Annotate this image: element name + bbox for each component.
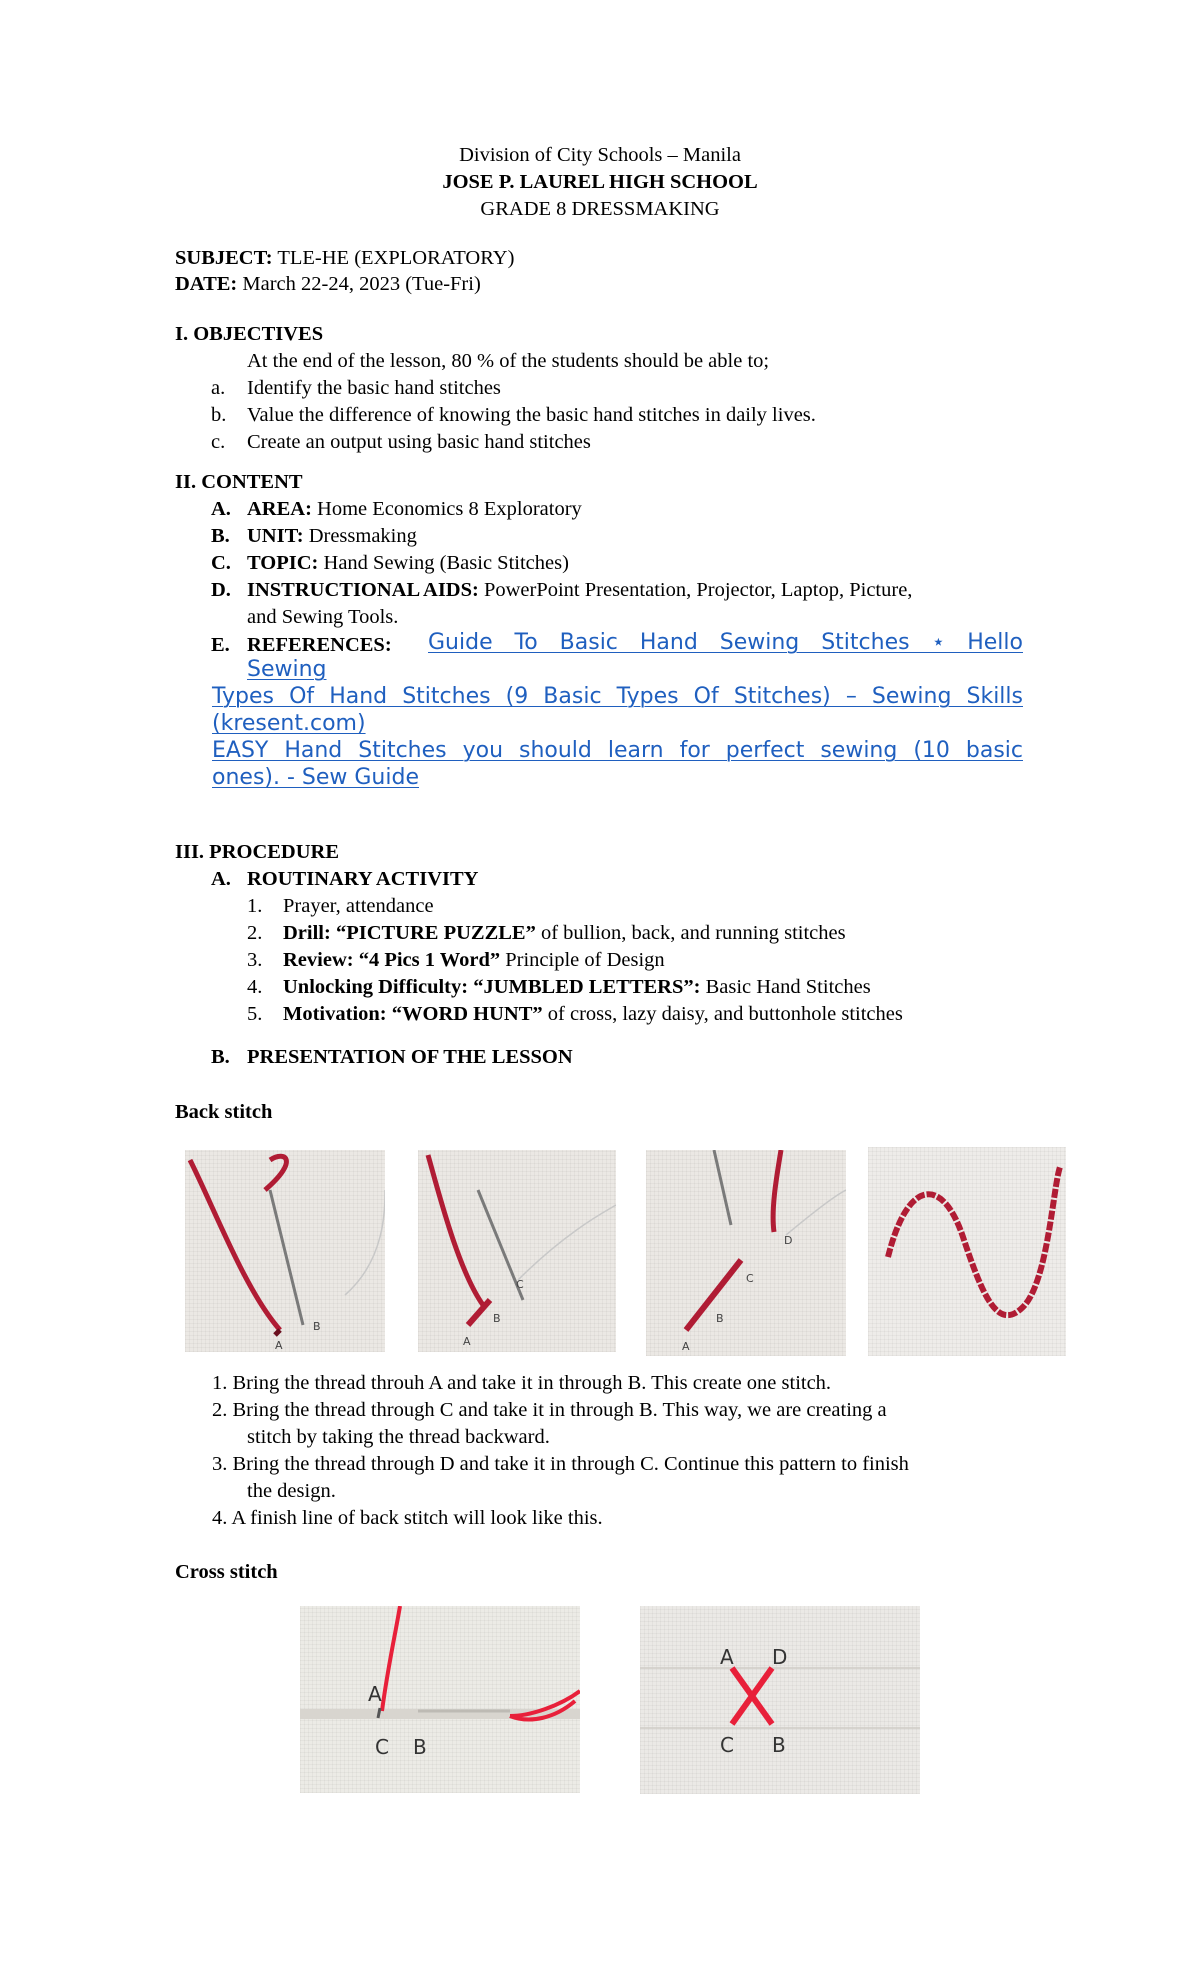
routinary-num: 4.: [247, 976, 263, 998]
procedure-heading: III. PROCEDURE: [175, 841, 340, 863]
routinary-item: [283, 1001, 903, 1027]
content-marker: C.: [211, 552, 231, 574]
content-label: INSTRUCTIONAL AIDS:: [247, 579, 479, 601]
date-label: DATE:: [175, 273, 238, 295]
photo-label: B: [413, 1735, 427, 1759]
back-stitch-photo-3-art: [646, 1150, 846, 1356]
subject-label: SUBJECT:: [175, 247, 273, 269]
routinary-item: [283, 947, 665, 973]
photo-label: C: [720, 1733, 734, 1757]
reference-link-3-cont[interactable]: ones). - Sew Guide: [212, 765, 419, 790]
photo-label: A: [275, 1339, 283, 1352]
step-line-cont: stitch by taking the thread backward.: [247, 1426, 550, 1448]
back-stitch-title: Back stitch: [175, 1101, 273, 1123]
photo-label: B: [716, 1312, 724, 1325]
routinary-num: 3.: [247, 949, 263, 971]
content-marker: A.: [211, 498, 231, 520]
step-line: [212, 1397, 887, 1423]
objectives-intro: At the end of the lesson, 80 % of the students should be able to;: [247, 350, 770, 372]
photo-label: A: [463, 1335, 471, 1348]
step-text: Bring the thread through C and take it in through B. This way, we are creating a: [227, 1399, 887, 1421]
objective-marker: b.: [211, 404, 227, 426]
routinary-item: [283, 893, 434, 919]
objective-marker: a.: [211, 377, 226, 399]
step-line: [212, 1370, 831, 1396]
cross-stitch-title: Cross stitch: [175, 1561, 278, 1583]
back-stitch-photo-2-art: [418, 1150, 616, 1352]
reference-link-3[interactable]: EASY Hand Stitches you should learn for perfect sewing (10 basic: [212, 738, 1023, 763]
content-marker: E.: [211, 634, 230, 656]
routinary-item-text: Basic Hand Stitches: [700, 976, 871, 998]
routinary-num: 1.: [247, 895, 263, 917]
division-line: Division of City Schools – Manila: [459, 144, 741, 166]
photo-label: B: [493, 1312, 501, 1325]
objective-marker: c.: [211, 431, 226, 453]
objective-text: Value the difference of knowing the basic hand stitches in daily lives.: [247, 404, 816, 426]
photo-label: A: [720, 1645, 734, 1669]
routinary-item-bold: Drill: “PICTURE PUZZLE”: [283, 922, 536, 944]
school-name: JOSE P. LAUREL HIGH SCHOOL: [442, 171, 758, 193]
routinary-item: [283, 974, 871, 1000]
content-value: Home Economics 8 Exploratory: [311, 498, 582, 520]
photo-label: B: [313, 1320, 321, 1333]
objective-text: Identify the basic hand stitches: [247, 377, 501, 399]
step-text: Bring the thread throuh A and take it in through B. This create one stitch.: [227, 1372, 832, 1394]
photo-label: C: [516, 1278, 524, 1291]
routinary-num: 5.: [247, 1003, 263, 1025]
back-stitch-photo-4: [868, 1147, 1066, 1356]
content-value: Dressmaking: [303, 525, 417, 547]
routinary-item-text: of cross, lazy daisy, and buttonhole stitches: [542, 1003, 903, 1025]
routinary-title: ROUTINARY ACTIVITY: [247, 868, 479, 890]
content-value: Hand Sewing (Basic Stitches): [318, 552, 569, 574]
content-label: REFERENCES:: [247, 634, 392, 656]
back-stitch-photo-3: [646, 1150, 846, 1356]
cross-stitch-photo-1-art: [300, 1606, 580, 1793]
date-value: March 22-24, 2023 (Tue-Fri): [237, 273, 481, 295]
step-num: 3.: [212, 1453, 228, 1475]
subject-value: TLE-HE (EXPLORATORY): [272, 247, 515, 269]
photo-label: D: [772, 1645, 788, 1669]
objectives-heading: I. OBJECTIVES: [175, 323, 324, 345]
routinary-item-bold: Motivation: “WORD HUNT”: [283, 1003, 543, 1025]
date-line: [175, 271, 481, 297]
step-text: A finish line of back stitch will look like this.: [227, 1507, 603, 1529]
content-unit: [247, 523, 417, 549]
step-line: [212, 1505, 603, 1531]
step-num: 1.: [212, 1372, 228, 1394]
step-line: [212, 1451, 909, 1477]
routinary-marker: A.: [211, 868, 231, 890]
cross-stitch-photo-2: [640, 1606, 920, 1794]
subject-line: [175, 245, 514, 271]
reference-link-2[interactable]: Types Of Hand Stitches (9 Basic Types Of Stitches) – Sewing Skills: [212, 684, 1023, 709]
step-num: 4.: [212, 1507, 228, 1529]
content-heading: II. CONTENT: [175, 471, 303, 493]
step-text: Bring the thread through D and take it in through C. Continue this pattern to finish: [227, 1453, 909, 1475]
routinary-item-bold: Unlocking Difficulty: “JUMBLED LETTERS”:: [283, 976, 701, 998]
step-line-cont: the design.: [247, 1480, 336, 1502]
photo-label: A: [368, 1682, 382, 1706]
back-stitch-photo-1: [185, 1150, 385, 1352]
reference-link-1[interactable]: Guide To Basic Hand Sewing Stitches ⋆ Hello: [428, 630, 1023, 655]
routinary-item-text: Prayer, attendance: [283, 895, 434, 917]
back-stitch-photo-2: [418, 1150, 616, 1352]
photo-label: A: [682, 1340, 690, 1353]
photo-label: C: [746, 1272, 754, 1285]
content-label: UNIT:: [247, 525, 304, 547]
routinary-num: 2.: [247, 922, 263, 944]
content-value: PowerPoint Presentation, Projector, Laptop, Picture,: [478, 579, 913, 601]
content-aids-cont: and Sewing Tools.: [247, 606, 399, 628]
cross-stitch-photo-1: [300, 1606, 580, 1793]
cross-stitch-photo-2-art: [640, 1606, 920, 1794]
photo-label: C: [375, 1735, 389, 1759]
objective-text: Create an output using basic hand stitches: [247, 431, 591, 453]
presentation-title: PRESENTATION OF THE LESSON: [247, 1046, 573, 1068]
reference-link-2-cont[interactable]: (kresent.com): [212, 711, 366, 736]
content-label: AREA:: [247, 498, 312, 520]
content-topic: [247, 550, 569, 576]
content-aids: [247, 577, 912, 603]
routinary-item-bold: Review: “4 Pics 1 Word”: [283, 949, 501, 971]
routinary-item: [283, 920, 846, 946]
content-marker: D.: [211, 579, 231, 601]
photo-label: D: [784, 1234, 793, 1247]
reference-link-1-cont[interactable]: Sewing: [247, 657, 327, 682]
back-stitch-photo-1-art: [185, 1150, 385, 1352]
presentation-marker: B.: [211, 1046, 230, 1068]
step-num: 2.: [212, 1399, 228, 1421]
routinary-item-text: Principle of Design: [500, 949, 665, 971]
content-marker: B.: [211, 525, 230, 547]
content-area: [247, 496, 582, 522]
content-label: TOPIC:: [247, 552, 319, 574]
back-stitch-photo-4-art: [868, 1147, 1066, 1356]
photo-label: B: [772, 1733, 786, 1757]
routinary-item-text: of bullion, back, and running stitches: [535, 922, 846, 944]
grade-line: GRADE 8 DRESSMAKING: [480, 198, 720, 220]
